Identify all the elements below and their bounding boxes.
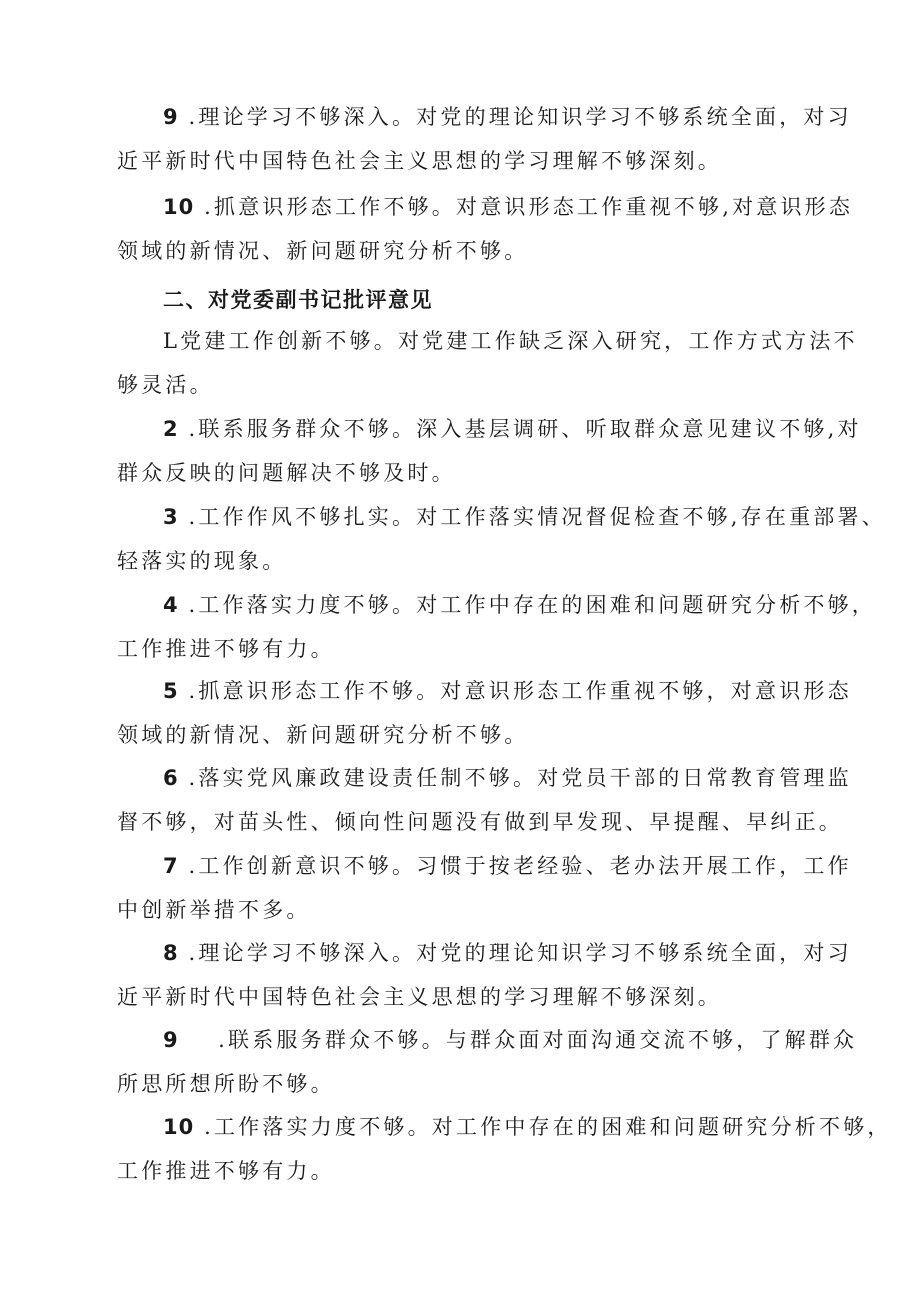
item-second-line: 群众反映的问题解决不够及时。 (117, 460, 456, 485)
item-b-8 (117, 932, 852, 1019)
item-second-line: 工作推进不够有力。 (117, 1158, 335, 1183)
item-second-line: 工作推进不够有力。 (117, 636, 335, 661)
item-number: 8 (163, 941, 179, 965)
item-b-4 (117, 584, 876, 671)
item-first-line (117, 408, 862, 452)
item-second-line: 中创新举措不多。 (117, 897, 311, 922)
item-number: 10 (163, 1115, 195, 1139)
item-second-line: 近平新时代中国特色社会主义思想的学习理解不够深刻。 (117, 148, 722, 173)
item-first-line (117, 670, 852, 714)
item-text: .联系服务群众不够。与群众面对面沟通交流不够，了解群众 (188, 1028, 858, 1052)
item-number: 5 (163, 679, 179, 703)
item-second-line: 领域的新情况、新问题研究分析不够。 (117, 722, 529, 747)
item-text: .工作创新意识不够。习惯于按老经验、老办法开展工作，工作 (188, 854, 852, 878)
item-text: .工作落实力度不够。对工作中存在的困难和问题研究分析不够， (204, 1115, 892, 1139)
item-text: .联系服务群众不够。深入基层调研、听取群众意见建议不够,对 (188, 417, 862, 441)
item-first-line (117, 932, 852, 976)
item-b-10 (117, 1106, 892, 1193)
item-b-7 (117, 845, 852, 932)
item-first-line (117, 1106, 892, 1150)
item-b-1 (117, 320, 858, 407)
section-heading: 二、对党委副书记批评意见 (163, 288, 433, 312)
item-second-line: 够灵活。 (117, 372, 214, 397)
item-text: .抓意识形态工作不够。对意识形态工作重视不够,对意识形态 (204, 195, 854, 219)
item-second-line: 近平新时代中国特色社会主义思想的学习理解不够深刻。 (117, 984, 722, 1009)
item-second-line: 所思所想所盼不够。 (117, 1071, 335, 1096)
item-b-9 (117, 1019, 858, 1106)
item-number: 4 (163, 593, 179, 617)
item-number: 2 (163, 417, 179, 441)
item-b-3 (117, 496, 886, 583)
item-text: .落实党风廉政建设责任制不够。对党员干部的日常教育管理监 (188, 766, 852, 790)
item-first-line (117, 845, 852, 889)
item-text: L党建工作创新不够。对党建工作缺乏深入研究，工作方式方法不 (163, 329, 858, 353)
item-b-5 (117, 670, 852, 757)
item-a-9 (117, 96, 852, 183)
item-b-2 (117, 408, 862, 495)
item-first-line (117, 320, 858, 364)
item-first-line (117, 96, 852, 140)
item-text: .工作落实力度不够。对工作中存在的困难和问题研究分析不够， (188, 593, 876, 617)
item-second-line: 领域的新情况、新问题研究分析不够。 (117, 238, 529, 263)
item-first-line (117, 757, 852, 801)
item-number: 3 (163, 505, 179, 529)
item-b-6 (117, 757, 852, 844)
item-number: 9 (163, 1028, 179, 1052)
item-number: 7 (163, 854, 179, 878)
item-first-line (117, 584, 876, 628)
item-number: 10 (163, 195, 195, 219)
item-text: .抓意识形态工作不够。对意识形态工作重视不够，对意识形态 (188, 679, 852, 703)
item-first-line (117, 1019, 858, 1063)
item-a-10 (117, 186, 854, 273)
item-text: .理论学习不够深入。对党的理论知识学习不够系统全面，对习 (188, 941, 852, 965)
item-number: 6 (163, 766, 179, 790)
item-first-line (117, 496, 886, 540)
item-number: 9 (163, 105, 179, 129)
item-text: .理论学习不够深入。对党的理论知识学习不够系统全面，对习 (188, 105, 852, 129)
item-second-line: 督不够，对苗头性、倾向性问题没有做到早发现、早提醒、早纠正。 (117, 809, 843, 834)
item-second-line: 轻落实的现象。 (117, 548, 287, 573)
item-text: .工作作风不够扎实。对工作落实情况督促检查不够,存在重部署、 (188, 505, 886, 529)
item-first-line (117, 186, 854, 230)
